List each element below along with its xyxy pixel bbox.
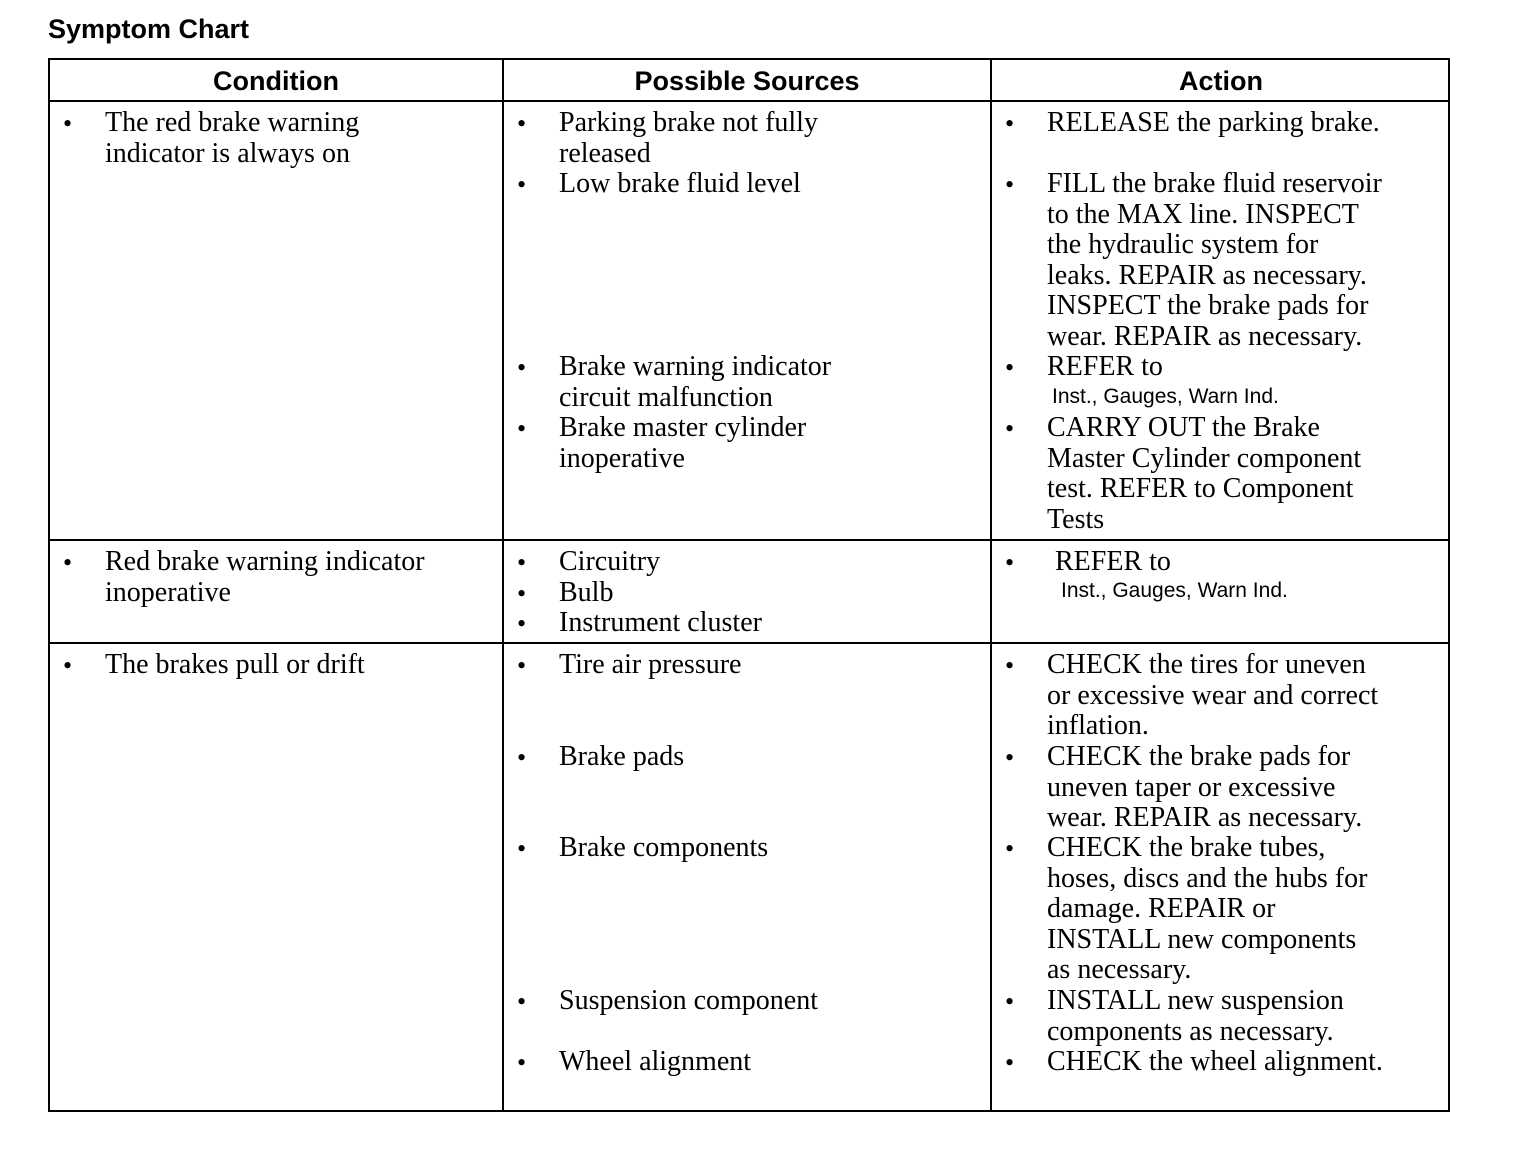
bullet: • [1005, 414, 1015, 443]
bullet: • [517, 579, 527, 608]
bullet: • [1005, 834, 1015, 863]
page-title: Symptom Chart [48, 14, 250, 44]
source-item: Brake master cylinder inoperative [559, 412, 807, 474]
action-item: CHECK the wheel alignment. [1047, 1046, 1383, 1077]
bullet: • [1005, 987, 1015, 1016]
source-item: Instrument cluster [559, 607, 762, 638]
bullet: • [517, 651, 527, 680]
bullet: • [63, 109, 73, 138]
bullet: • [1005, 170, 1015, 199]
header-divider [50, 100, 1448, 102]
bullet: • [517, 109, 527, 138]
bullet: • [1005, 353, 1015, 382]
action-item: CARRY OUT the Brake Master Cylinder component test. REFER to Component Tests [1047, 412, 1362, 535]
reference-link[interactable]: Inst., Gauges, Warn Ind. [1061, 579, 1288, 602]
bullet: • [1005, 1048, 1015, 1077]
bullet: • [517, 609, 527, 638]
row-divider [50, 539, 1448, 541]
action-item: REFER to [1055, 546, 1171, 577]
source-item: Suspension component [559, 985, 818, 1016]
source-item: Brake warning indicator circuit malfunction [559, 351, 832, 413]
bullet: • [63, 651, 73, 680]
source-item: Tire air pressure [559, 649, 742, 680]
source-item: Wheel alignment [559, 1046, 752, 1077]
bullet: • [517, 414, 527, 443]
bullet: • [1005, 109, 1015, 138]
source-item: Bulb [559, 577, 614, 608]
header-condition: Condition [213, 66, 339, 96]
row-divider [50, 642, 1448, 644]
source-item: Parking brake not fully released [559, 107, 818, 169]
condition-text: Red brake warning indicator inoperative [105, 546, 425, 608]
bullet: • [517, 170, 527, 199]
bullet: • [1005, 743, 1015, 772]
source-item: Low brake fluid level [559, 168, 801, 199]
bullet: • [517, 834, 527, 863]
action-item: CHECK the brake pads for uneven taper or excessive wear. REPAIR as necessary. [1047, 741, 1363, 834]
source-item: Brake components [559, 832, 769, 863]
bullet: • [517, 548, 527, 577]
reference-link[interactable]: Inst., Gauges, Warn Ind. [1052, 385, 1279, 408]
header-action: Action [1179, 66, 1263, 96]
action-item: FILL the brake fluid reservoir to the MAX line. INSPECT the hydraulic system for leaks. REPAIR as necessary. INSPECT the brake pads for wear. REPAIR as necessary. [1047, 168, 1382, 352]
source-item: Circuitry [559, 546, 661, 577]
bullet: • [517, 1048, 527, 1077]
bullet: • [517, 987, 527, 1016]
symptom-table [48, 58, 1450, 1112]
column-divider [990, 60, 992, 1110]
source-item: Brake pads [559, 741, 685, 772]
action-item: RELEASE the parking brake. [1047, 107, 1380, 138]
bullet: • [1005, 651, 1015, 680]
condition-text: The brakes pull or drift [105, 649, 365, 680]
action-item: CHECK the tires for uneven or excessive wear and correct inflation. [1047, 649, 1379, 742]
action-item: INSTALL new suspension components as necessary. [1047, 985, 1344, 1047]
bullet: • [63, 548, 73, 577]
action-item: CHECK the brake tubes, hoses, discs and the hubs for damage. REPAIR or INSTALL new components as necessary. [1047, 832, 1368, 986]
bullet: • [517, 353, 527, 382]
bullet: • [517, 743, 527, 772]
header-possible-sources: Possible Sources [634, 66, 860, 96]
bullet: • [1005, 548, 1015, 577]
condition-text: The red brake warning indicator is always on [105, 107, 360, 169]
action-item: REFER to [1047, 351, 1163, 382]
column-divider [502, 60, 504, 1110]
